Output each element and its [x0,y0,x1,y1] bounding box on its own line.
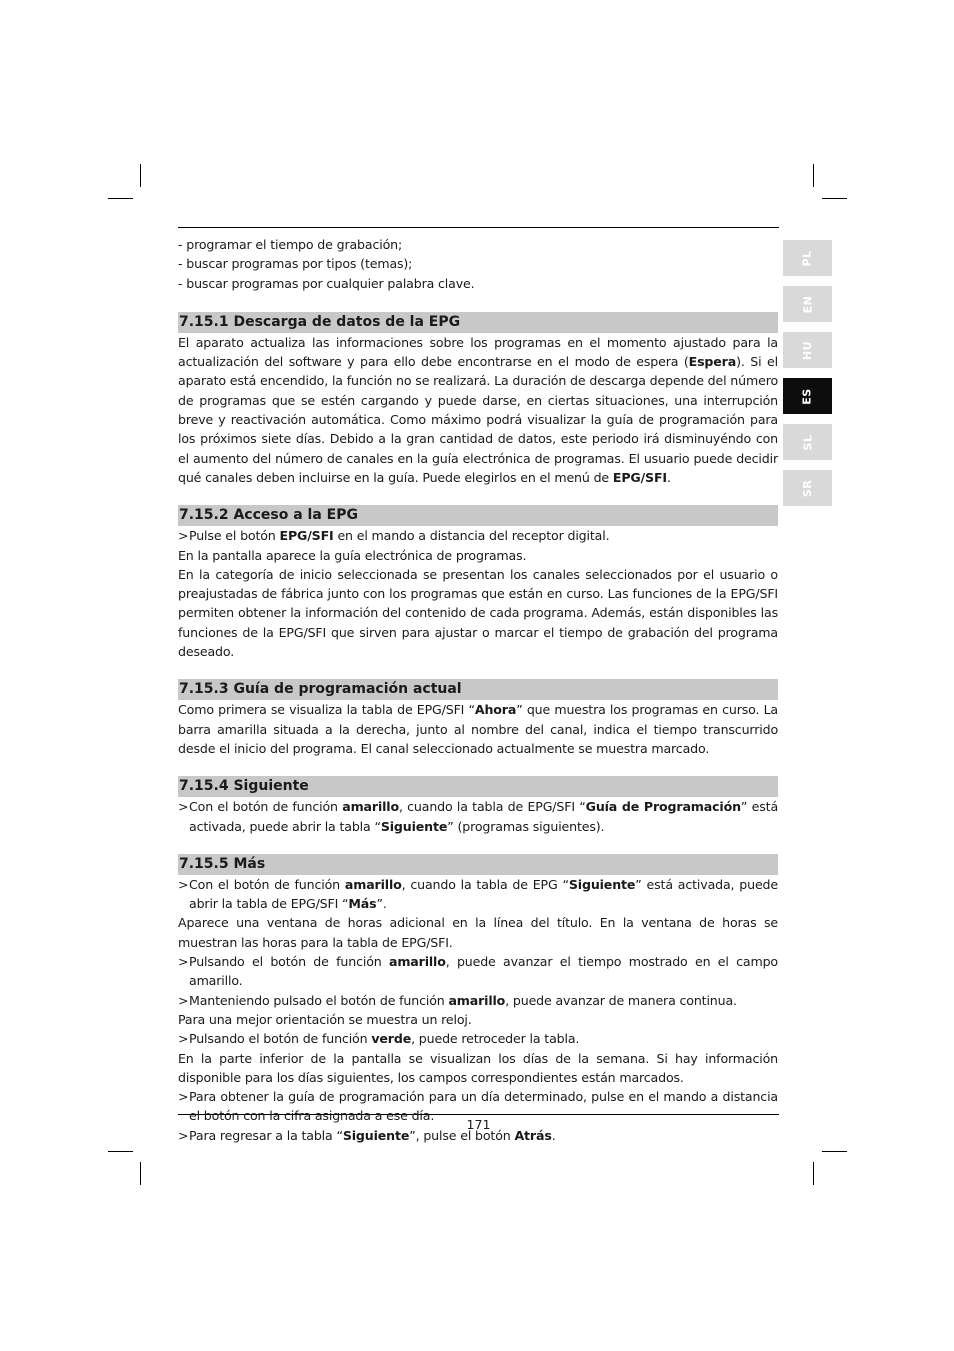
language-tab-label: EN [800,295,814,313]
language-tab-pl[interactable] [783,240,832,276]
paragraph [178,1010,778,1029]
section [178,505,778,661]
section [178,312,778,487]
bold-term: verde [371,1031,412,1047]
crop-mark [140,1162,141,1185]
instruction-step [178,1029,778,1048]
text-run: , puede avanzar el tiempo mostrado en el campo amarillo. [189,954,778,989]
language-tab-label: SL [801,434,814,450]
text-run: Para regresar a la tabla “ [189,1127,343,1143]
bold-term: Ahora [474,702,517,718]
text-run: Manteniendo pulsado el botón de función [189,992,449,1008]
step-marker: > [178,992,189,1008]
text-run: ” está activada, puede abrir la tabla “ [189,799,779,834]
step-marker: > [178,954,189,970]
crop-mark [108,1151,133,1152]
language-tab-es[interactable] [783,378,832,414]
intro-list-item: - programar el tiempo de grabación; [178,237,403,252]
text-run: En la pantalla aparece la guía electrónica de programas. [178,547,527,563]
paragraph [178,333,778,487]
language-tab-label: SR [801,479,814,497]
section-heading: 7.15.1 Descarga de datos de la EPG [178,312,778,333]
text-run: Pulsando el botón de función [189,1031,372,1047]
text-run: , cuando la tabla de EPG “ [401,876,569,892]
bold-term: Siguiente [380,818,448,834]
instruction-step [178,526,778,545]
paragraph [178,546,778,565]
top-rule [178,227,779,228]
text-run: , cuando la tabla de EPG/SFI “ [398,799,586,815]
step-marker: > [178,1127,189,1143]
text-run: ” está activada, puede abrir la tabla de EPG/SFI “ [189,876,778,912]
intro-list-item: - buscar programas por cualquier palabra clave. [178,275,475,291]
text-run: ” (programas siguientes). [447,818,605,834]
intro-list [178,235,778,293]
text-run: ”, pulse el botón [409,1127,515,1143]
section [178,776,778,836]
section [178,679,778,758]
text-run: . [666,469,671,485]
step-marker: > [178,799,189,815]
text-run: Pulsando el botón de función [189,954,389,970]
bold-term: Siguiente [568,876,636,892]
paragraph [178,1049,778,1088]
intro-list-item: - buscar programas por tipos (temas); [178,256,413,272]
bold-term: Atrás [514,1127,552,1143]
bold-term: EPG/SFI [279,528,334,544]
text-run: Con el botón de función [189,876,345,892]
crop-mark [108,198,133,199]
language-tab-label: PL [800,249,814,267]
bold-term: Siguiente [342,1127,410,1143]
language-tab-label: HU [800,340,814,360]
text-run: . [551,1127,556,1143]
text-run: ). Si el aparato está encendido, la función no se realizará. La duración de descarga depende del número de programas que se estén cargando y puede darse, en ciertas situaciones, una interrupción breve y reactivación automática. Como máximo podrá visualizar la guía de programación para los próximos siete días. Debido a la gran cantidad de datos, este periodo irá disminuyéndo con el aumento del número de canales en la guía electrónica de programas. El usuario puede decidir qué canales deben incluirse en la guía. Puede elegirlos en el menú de [178,354,778,485]
crop-mark [822,1151,847,1152]
page-content [178,235,778,1145]
bold-term: Guía de Programación [585,799,741,815]
bold-term: amarillo [344,876,402,892]
text-run: Aparece una ventana de horas adicional en la línea del título. En la ventana de horas se muestran las horas para la tabla de EPG/SFI. [178,915,778,950]
bold-term: Más [348,896,377,912]
step-marker: > [178,1089,189,1105]
section-heading: 7.15.5 Más [178,854,778,875]
section [178,854,778,1145]
language-tab-sl[interactable] [783,424,832,460]
text-run: En la parte inferior de la pantalla se visualizan los días de la semana. Si hay información disponible para los días siguientes, los campos correspondientes están marcados. [178,1050,778,1085]
step-marker: > [178,876,189,892]
bold-term: amarillo [342,799,399,815]
language-tab-label: ES [801,387,814,405]
text-run: Para obtener la guía de programación para un día determinado, pulse en el mando a distancia el botón con la cifra asignada a ese día. [189,1089,778,1124]
paragraph [178,913,778,952]
text-run: En la categoría de inicio seleccionada se presentan los canales seleccionados por el usuario o preajustadas de fábrica junto con los programas que están en curso. Las funciones de la EPG/SFI permiten obtener la información del contenido de cada programa. Además, están disponibles las funciones de la EPG/SFI que sirven para ajustar o marcar el tiempo de grabación del programa deseado. [178,566,778,660]
bold-term: amarillo [388,954,446,970]
bold-term: amarillo [448,992,506,1008]
text-run: El aparato actualiza las informaciones sobre los programas en el momento ajustado para la actualización del software y para ello debe encontrarse en el modo de espera ( [178,334,778,370]
language-tab-sr[interactable] [783,470,832,506]
text-run: ”. [376,896,387,912]
language-tab-en[interactable] [783,286,832,322]
text-run: , puede avanzar de manera continua. [505,992,737,1008]
sections [178,312,778,1145]
step-marker: > [178,1031,189,1047]
crop-mark [813,1162,814,1185]
paragraph [178,700,778,758]
crop-mark [140,164,141,187]
text-run: ” que muestra los programas en curso. La barra amarilla situada a la derecha, junto al nombre del canal, indica el tiempo transcurrido desde el inicio del programa. El canal seleccionado actualmente se muestra marcado. [178,702,779,756]
crop-mark [822,198,847,199]
section-heading: 7.15.2 Acceso a la EPG [178,505,778,526]
page-number: 171 [466,1117,491,1132]
section-heading: 7.15.4 Siguiente [178,776,778,797]
crop-mark [813,164,814,187]
text-run: , puede retroceder la tabla. [411,1031,580,1047]
bold-term: Espera [688,354,737,370]
instruction-step [178,991,778,1010]
bold-term: EPG/SFI [612,469,667,485]
instruction-step [178,875,778,914]
text-run: Como primera se visualiza la tabla de EPG/SFI “ [178,702,475,718]
text-run: en el mando a distancia del receptor digital. [333,528,610,544]
step-marker: > [178,528,189,544]
text-run: Pulse el botón [189,528,280,544]
language-tab-hu[interactable] [783,332,832,368]
instruction-step [178,952,778,991]
paragraph [178,565,778,661]
text-run: Para una mejor orientación se muestra un reloj. [178,1011,472,1027]
text-run: Con el botón de función [189,799,343,815]
section-heading: 7.15.3 Guía de programación actual [178,679,778,700]
instruction-step [178,797,778,836]
